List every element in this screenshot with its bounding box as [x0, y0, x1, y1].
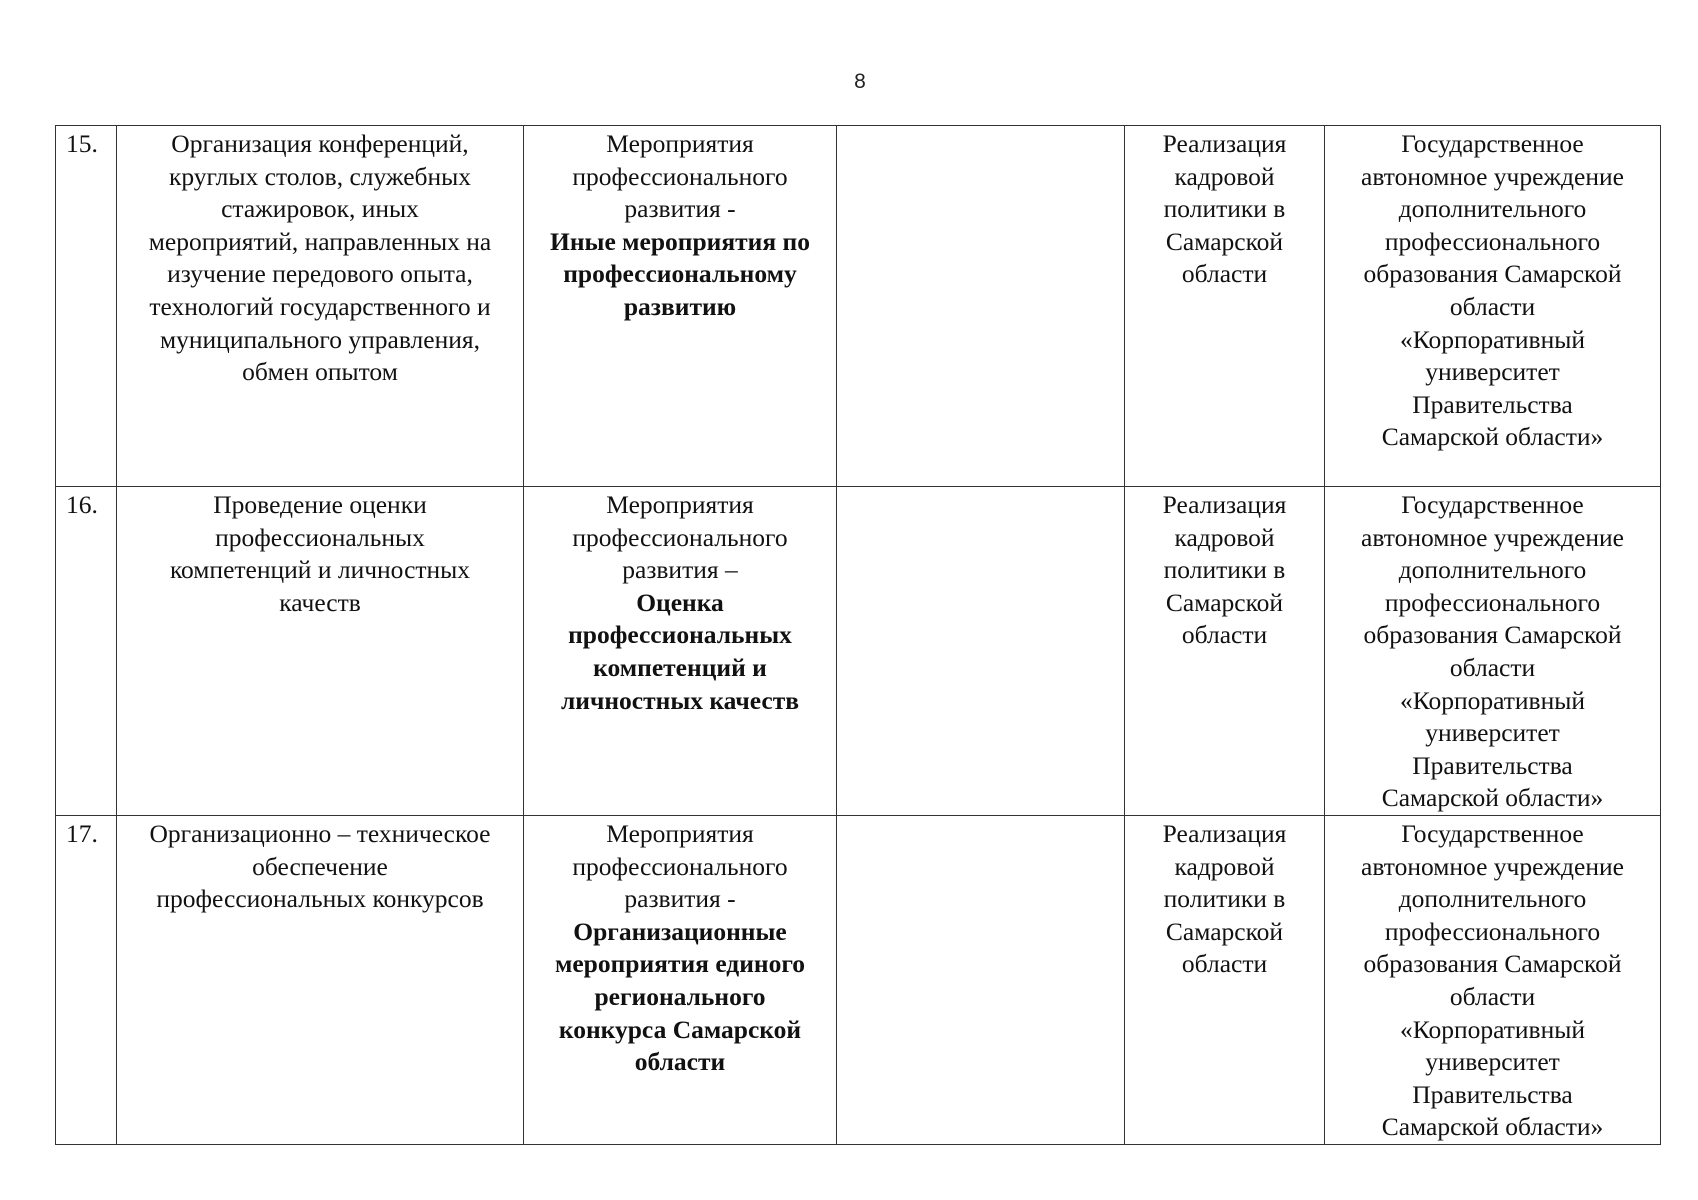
bold-text-line: конкурса Самарской: [558, 1014, 802, 1044]
text-line: дополнительного: [1398, 555, 1587, 585]
text-line: университет: [1425, 357, 1560, 387]
text-line: «Корпоративный: [1399, 1014, 1586, 1044]
text-line: политики в: [1163, 555, 1286, 585]
text-line: Мероприятия: [606, 129, 754, 158]
text-line: Проведение оценки: [213, 490, 427, 519]
text-line: области: [1181, 949, 1268, 979]
row-number: 15.: [56, 126, 117, 487]
text-line: дополнительного: [1398, 194, 1587, 224]
text-line: университет: [1425, 718, 1560, 748]
text-line: Правительства: [1412, 1079, 1573, 1109]
text-line: Реализация: [1162, 129, 1287, 158]
text-line: Самарской области»: [1381, 783, 1604, 813]
text-line: профессионального: [1384, 587, 1601, 617]
text-line: Самарской: [1165, 587, 1284, 617]
text-line: области: [1449, 652, 1536, 682]
text-line: развития –: [622, 555, 738, 585]
bold-text-line: Организационные: [573, 916, 787, 946]
organization-cell: [1325, 815, 1661, 1144]
activity-description: [117, 126, 524, 487]
bold-text-line: Оценка: [636, 587, 724, 617]
text-line: кадровой: [1174, 161, 1275, 191]
text-line: кадровой: [1174, 522, 1275, 552]
text-line: области: [1181, 620, 1268, 650]
text-line: области: [1449, 291, 1536, 321]
text-line: технологий государственного и: [149, 291, 491, 321]
text-line: Правительства: [1412, 389, 1573, 419]
text-line: Государственное: [1401, 129, 1584, 158]
text-line: Государственное: [1401, 490, 1584, 519]
bold-text-line: области: [634, 1047, 726, 1077]
text-line: «Корпоративный: [1399, 685, 1586, 715]
empty-cell: [837, 815, 1125, 1144]
text-line: мероприятий, направленных на: [148, 226, 492, 256]
text-line: области: [1449, 981, 1536, 1011]
event-type: [524, 487, 837, 816]
text-line: Самарской области»: [1381, 422, 1604, 452]
text-line: Самарской: [1165, 916, 1284, 946]
row-number: 16.: [56, 487, 117, 816]
text-line: автономное учреждение: [1361, 851, 1624, 881]
text-line: компетенций и личностных: [169, 555, 471, 585]
bold-text-line: регионального: [594, 981, 766, 1011]
event-type: [524, 126, 837, 487]
table-row: [56, 126, 1661, 487]
bold-text-line: личностных качеств: [560, 685, 800, 715]
text-line: качеств: [279, 587, 361, 617]
text-line: профессионального: [1384, 226, 1601, 256]
text-line: Государственное: [1401, 818, 1584, 848]
bold-text-line: профессиональному: [563, 259, 797, 289]
text-line: образования Самарской: [1363, 620, 1622, 650]
table-row: [56, 815, 1661, 1144]
program-cell: [1125, 487, 1325, 816]
organization-cell: [1325, 126, 1661, 487]
organization-cell: [1325, 487, 1661, 816]
bold-text-line: профессиональных: [568, 620, 792, 650]
text-line: политики в: [1163, 884, 1286, 914]
text-line: Самарской области»: [1381, 1112, 1604, 1142]
event-type: [524, 815, 837, 1144]
text-line: профессионального: [572, 522, 788, 552]
table-row: [56, 487, 1661, 816]
text-line: «Корпоративный: [1399, 324, 1586, 354]
empty-cell: [837, 126, 1125, 487]
text-line: университет: [1425, 1047, 1560, 1077]
text-line: автономное учреждение: [1361, 161, 1624, 191]
text-line: дополнительного: [1398, 884, 1587, 914]
activity-description: [117, 487, 524, 816]
text-line: Самарской: [1165, 226, 1284, 256]
activity-description: [117, 815, 524, 1144]
activities-table: [55, 125, 1661, 1145]
bold-text-line: развитию: [623, 291, 737, 321]
text-line: политики в: [1163, 194, 1286, 224]
text-line: развития -: [624, 194, 736, 224]
text-line: Правительства: [1412, 750, 1573, 780]
text-line: развития -: [624, 884, 736, 914]
text-line: круглых столов, служебных: [168, 161, 472, 191]
page-number: 8: [854, 70, 866, 93]
text-line: Реализация: [1162, 490, 1287, 519]
text-line: кадровой: [1174, 851, 1275, 881]
bold-text-line: Иные мероприятия по: [550, 226, 810, 256]
row-number: 17.: [56, 815, 117, 1144]
text-line: профессиональных конкурсов: [156, 884, 484, 914]
text-line: стажировок, иных: [221, 194, 419, 224]
program-cell: [1125, 126, 1325, 487]
bold-text-line: компетенций и: [593, 652, 767, 682]
text-line: Организационно – техническое: [149, 818, 491, 848]
bold-text-line: мероприятия единого: [554, 949, 806, 979]
text-line: профессионального: [572, 161, 788, 191]
text-line: Организация конференций,: [171, 129, 469, 158]
program-cell: [1125, 815, 1325, 1144]
text-line: профессиональных: [215, 522, 425, 552]
text-line: образования Самарской: [1363, 259, 1622, 289]
empty-cell: [837, 487, 1125, 816]
text-line: Мероприятия: [606, 818, 754, 848]
text-line: Реализация: [1162, 818, 1287, 848]
text-line: профессионального: [572, 851, 788, 881]
text-line: обмен опытом: [242, 357, 398, 387]
text-line: автономное учреждение: [1361, 522, 1624, 552]
text-line: обеспечение: [252, 851, 388, 881]
text-line: муниципального управления,: [160, 324, 480, 354]
text-line: образования Самарской: [1363, 949, 1622, 979]
text-line: Мероприятия: [606, 490, 754, 519]
text-line: области: [1181, 259, 1268, 289]
text-line: профессионального: [1384, 916, 1601, 946]
text-line: изучение передового опыта,: [167, 259, 473, 289]
